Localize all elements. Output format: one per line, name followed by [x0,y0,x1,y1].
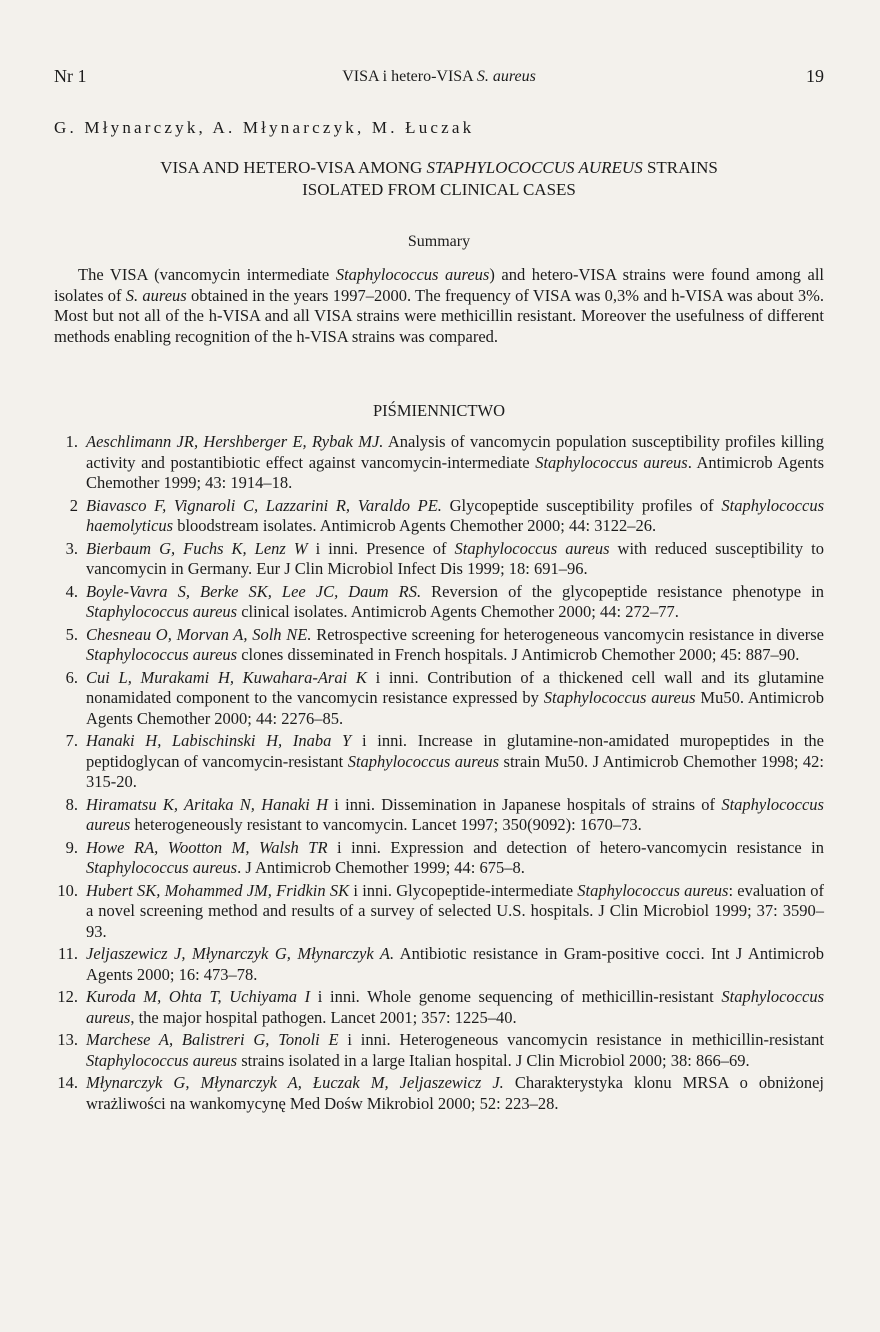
reference-item: 9. Howe RA, Wootton M, Walsh TR i inni. Expression and detection of hetero-vancomycin resistance in Staphylococcus aureus. J Antimicrob Chemother 1999; 44: 675–8. [65,837,824,877]
reference-item: 6. Cui L, Murakami H, Kuwahara-Arai K i inni. Contribution of a thickened cell wall and its glutamine nonamidated component to the vancomycin resistance expressed by Staphylococcus aureus Mu50. Antimicrob Agents Chemother 2000; 44: 2276–85. [65,667,825,728]
reference-item: 11. Jeljaszewicz J, Młynarczyk G, Młynarczyk A. Antibiotic resistance in Gram-positive cocci. Int J Antimicrob Agents 2000; 16: 473–78. [57,944,824,984]
reference-item: 3. Bierbaum G, Fuchs K, Lenz W i inni. Presence of Staphylococcus aureus with reduced susceptibility to vancomycin in Germany. Eur J Clin Microbiol Infect Dis 1999; 18: 691–96. [65,538,824,578]
running-head [54,66,824,90]
running-title: VISA i hetero-VISA S. aureus [342,68,536,85]
reference-item: 4. Boyle-Vavra S, Berke SK, Lee JC, Daum RS. Reversion of the glycopeptide resistance phenotype in Staphylococcus aureus clinical isolates. Antimicrob Agents Chemother 2000; 44: 272–77. [65,581,824,621]
title-line-1: VISA AND HETERO-VISA AMONG STAPHYLOCOCCUS AUREUS STRAINS [160,158,718,177]
title-line-2: ISOLATED FROM CLINICAL CASES [302,180,576,199]
reference-item: 5. Chesneau O, Morvan A, Solh NE. Retrospective screening for heterogeneous vancomycin resistance in diverse Staphylococcus aureus clones disseminated in French hospitals. J Antimicrob Chemother 2000; 45: 887–90. [65,624,824,664]
authors: G. Młynarczyk, A. Młynarczyk, M. Łuczak [54,118,475,137]
reference-item: 12. Kuroda M, Ohta T, Uchiyama I i inni. Whole genome sequencing of methicillin-resistant Staphylococcus aureus, the major hospital pathogen. Lancet 2001; 357: 1225–40. [57,987,824,1027]
article-title [54,157,824,201]
reference-item: 14. Młynarczyk G, Młynarczyk A, Łuczak M, Jeljaszewicz J. Charakterystyka klonu MRSA o obniżonej wrażliwości na wankomycynę Med Dośw Mikrobiol 2000; 52: 223–28. [57,1073,824,1113]
summary-text: The VISA (vancomycin intermediate Staphylococcus aureus) and hetero-VISA strains were found among all isolates of S. aureus obtained in the years 1997–2000. The frequency of VISA was 0,3% and h-VISA was about 3%. Most but not all of the h-VISA and all VISA strains were methicillin resistant. Moreover the usefulness of different methods enabling recognition of the h-VISA strains was compared. [54,265,824,346]
issue-number: Nr 1 [54,66,87,86]
page-number: 19 [806,66,824,86]
reference-item: 7. Hanaki H, Labischinski H, Inaba Y i inni. Increase in glutamine-non-amidated muropeptides in the peptidoglycan of vancomycin-resistant Staphylococcus aureus strain Mu50. J Antimicrob Chemother 1998; 42: 315-20. [65,731,825,791]
references-heading: PIŚMIENNICTWO [373,401,505,420]
reference-item: 8. Hiramatsu K, Aritaka N, Hanaki H i inni. Dissemination in Japanese hospitals of strains of Staphylococcus aureus heterogeneously resistant to vancomycin. Lancet 1997; 350(9092): 1670–73. [65,794,824,834]
reference-item: 2 Biavasco F, Vignaroli C, Lazzarini R, Varaldo PE. Glycopeptide susceptibility profiles of Staphylococcus haemolyticus bloodstream isolates. Antimicrob Agents Chemother 2000; 44: 3122–26. [69,495,824,535]
summary-heading: Summary [407,233,471,250]
reference-item: 10. Hubert SK, Mohammed JM, Fridkin SK i inni. Glycopeptide-intermediate Staphylococcus aureus: evaluation of a novel screening method and results of a survey of selected U.S. hospitals. J Clin Microbiol 1999; 37: 3590–93. [57,880,824,941]
reference-list [48,432,824,1116]
reference-item: 13. Marchese A, Balistreri G, Tonoli E i inni. Heterogeneous vancomycin resistance in methicillin-resistant Staphylococcus aureus strains isolated in a large Italian hospital. J Clin Microbiol 2000; 38: 866–69. [57,1030,824,1070]
reference-item: 1. Aeschlimann JR, Hershberger E, Rybak MJ. Analysis of vancomycin population susceptibility profiles killing activity and postantibiotic effect against vancomycin-intermediate Staphylococcus aureus. Antimicrob Agents Chemother 1999; 43: 1914–18. [65,432,824,492]
